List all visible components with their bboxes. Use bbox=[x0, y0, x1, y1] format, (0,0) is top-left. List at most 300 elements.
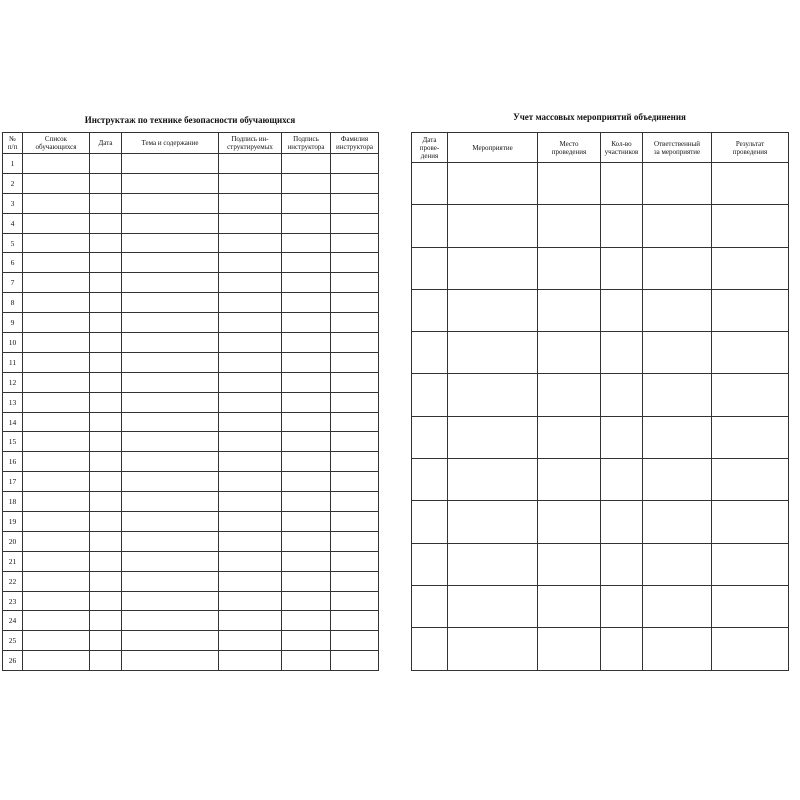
responsible-cell bbox=[643, 374, 712, 416]
topic-cell bbox=[122, 531, 219, 551]
date-cell bbox=[90, 154, 122, 174]
date-cell bbox=[90, 412, 122, 432]
instructor-signature-cell bbox=[282, 432, 331, 452]
instructor-name-cell bbox=[331, 313, 379, 333]
instructor-signature-cell bbox=[282, 611, 331, 631]
topic-cell bbox=[122, 293, 219, 313]
table-row bbox=[3, 193, 379, 213]
venue-cell bbox=[538, 628, 601, 670]
row-number: 24 bbox=[3, 611, 23, 631]
instructor-name-cell bbox=[331, 193, 379, 213]
student-cell bbox=[23, 233, 90, 253]
result-cell bbox=[712, 289, 789, 331]
topic-cell bbox=[122, 273, 219, 293]
trainee-signature-cell bbox=[219, 293, 282, 313]
event-cell bbox=[448, 543, 538, 585]
table-row bbox=[3, 392, 379, 412]
trainee-signature-cell bbox=[219, 571, 282, 591]
row-number: 18 bbox=[3, 492, 23, 512]
row-number: 17 bbox=[3, 472, 23, 492]
topic-cell bbox=[122, 432, 219, 452]
instructor-name-cell bbox=[331, 551, 379, 571]
table-row bbox=[3, 492, 379, 512]
result-cell bbox=[712, 628, 789, 670]
row-number: 9 bbox=[3, 313, 23, 333]
event-date-cell bbox=[412, 289, 448, 331]
table-row bbox=[3, 472, 379, 492]
instructor-signature-cell bbox=[282, 452, 331, 472]
row-number: 20 bbox=[3, 531, 23, 551]
trainee-signature-cell bbox=[219, 452, 282, 472]
instructor-name-cell bbox=[331, 492, 379, 512]
student-cell bbox=[23, 432, 90, 452]
trainee-signature-cell bbox=[219, 392, 282, 412]
result-cell bbox=[712, 501, 789, 543]
topic-cell bbox=[122, 372, 219, 392]
topic-cell bbox=[122, 591, 219, 611]
responsible-cell bbox=[643, 628, 712, 670]
responsible-cell bbox=[643, 163, 712, 205]
row-number: 8 bbox=[3, 293, 23, 313]
table-row bbox=[3, 452, 379, 472]
row-number: 21 bbox=[3, 551, 23, 571]
result-cell bbox=[712, 543, 789, 585]
row-number: 5 bbox=[3, 233, 23, 253]
student-cell bbox=[23, 173, 90, 193]
trainee-signature-cell bbox=[219, 631, 282, 651]
table-row bbox=[412, 543, 789, 585]
trainee-signature-cell bbox=[219, 492, 282, 512]
row-number: 15 bbox=[3, 432, 23, 452]
row-number: 6 bbox=[3, 253, 23, 273]
row-number: 19 bbox=[3, 512, 23, 532]
event-date-cell bbox=[412, 585, 448, 627]
event-date-cell bbox=[412, 332, 448, 374]
date-cell bbox=[90, 253, 122, 273]
student-cell bbox=[23, 651, 90, 671]
instructor-signature-cell bbox=[282, 352, 331, 372]
instructor-signature-cell bbox=[282, 193, 331, 213]
table-row bbox=[412, 247, 789, 289]
row-number: 22 bbox=[3, 571, 23, 591]
table-header-row bbox=[3, 133, 379, 154]
instructor-signature-cell bbox=[282, 551, 331, 571]
date-cell bbox=[90, 372, 122, 392]
topic-cell bbox=[122, 551, 219, 571]
date-cell bbox=[90, 611, 122, 631]
row-number: 2 bbox=[3, 173, 23, 193]
topic-cell bbox=[122, 492, 219, 512]
venue-cell bbox=[538, 247, 601, 289]
column-header-event: Мероприятие bbox=[448, 133, 538, 163]
column-header-students: Список обучающихся bbox=[23, 133, 90, 154]
column-header-participants: Кол-во участников bbox=[601, 133, 643, 163]
row-number: 3 bbox=[3, 193, 23, 213]
participants-cell bbox=[601, 585, 643, 627]
instructor-signature-cell bbox=[282, 213, 331, 233]
result-cell bbox=[712, 247, 789, 289]
topic-cell bbox=[122, 313, 219, 333]
date-cell bbox=[90, 333, 122, 353]
event-cell bbox=[448, 501, 538, 543]
student-cell bbox=[23, 631, 90, 651]
instructor-name-cell bbox=[331, 591, 379, 611]
instructor-signature-cell bbox=[282, 512, 331, 532]
responsible-cell bbox=[643, 332, 712, 374]
instructor-signature-cell bbox=[282, 492, 331, 512]
instructor-signature-cell bbox=[282, 571, 331, 591]
row-number: 13 bbox=[3, 392, 23, 412]
row-number: 23 bbox=[3, 591, 23, 611]
column-header-instructor-signature: Подпись инструктора bbox=[282, 133, 331, 154]
trainee-signature-cell bbox=[219, 313, 282, 333]
table-row bbox=[3, 313, 379, 333]
trainee-signature-cell bbox=[219, 213, 282, 233]
table-row bbox=[412, 289, 789, 331]
responsible-cell bbox=[643, 205, 712, 247]
column-header-topic: Тема и содержание bbox=[122, 133, 219, 154]
safety-briefing-title: Инструктаж по технике безопасности обучающихся bbox=[84, 115, 296, 125]
table-row bbox=[412, 501, 789, 543]
table-header-row bbox=[412, 133, 789, 163]
trainee-signature-cell bbox=[219, 154, 282, 174]
instructor-name-cell bbox=[331, 512, 379, 532]
event-cell bbox=[448, 374, 538, 416]
date-cell bbox=[90, 193, 122, 213]
event-date-cell bbox=[412, 163, 448, 205]
table-row bbox=[3, 333, 379, 353]
instructor-signature-cell bbox=[282, 154, 331, 174]
participants-cell bbox=[601, 332, 643, 374]
student-cell bbox=[23, 372, 90, 392]
instructor-name-cell bbox=[331, 333, 379, 353]
topic-cell bbox=[122, 213, 219, 233]
student-cell bbox=[23, 352, 90, 372]
trainee-signature-cell bbox=[219, 173, 282, 193]
date-cell bbox=[90, 551, 122, 571]
table-row bbox=[3, 154, 379, 174]
column-header-trainee-signature: Подпись ин- структируемых bbox=[219, 133, 282, 154]
event-cell bbox=[448, 205, 538, 247]
instructor-name-cell bbox=[331, 611, 379, 631]
instructor-name-cell bbox=[331, 293, 379, 313]
participants-cell bbox=[601, 374, 643, 416]
instructor-signature-cell bbox=[282, 631, 331, 651]
date-cell bbox=[90, 352, 122, 372]
instructor-signature-cell bbox=[282, 233, 331, 253]
row-number: 11 bbox=[3, 352, 23, 372]
date-cell bbox=[90, 273, 122, 293]
result-cell bbox=[712, 416, 789, 458]
topic-cell bbox=[122, 472, 219, 492]
instructor-name-cell bbox=[331, 412, 379, 432]
instructor-signature-cell bbox=[282, 273, 331, 293]
table-row bbox=[3, 352, 379, 372]
table-row bbox=[3, 173, 379, 193]
date-cell bbox=[90, 452, 122, 472]
result-cell bbox=[712, 459, 789, 501]
column-header-number: № п/п bbox=[3, 133, 23, 154]
student-cell bbox=[23, 392, 90, 412]
date-cell bbox=[90, 472, 122, 492]
instructor-name-cell bbox=[331, 273, 379, 293]
instructor-signature-cell bbox=[282, 412, 331, 432]
safety-briefing-table bbox=[2, 132, 379, 671]
event-date-cell bbox=[412, 459, 448, 501]
responsible-cell bbox=[643, 543, 712, 585]
instructor-signature-cell bbox=[282, 651, 331, 671]
trainee-signature-cell bbox=[219, 412, 282, 432]
instructor-signature-cell bbox=[282, 591, 331, 611]
row-number: 25 bbox=[3, 631, 23, 651]
student-cell bbox=[23, 492, 90, 512]
table-row bbox=[3, 631, 379, 651]
instructor-name-cell bbox=[331, 571, 379, 591]
event-cell bbox=[448, 163, 538, 205]
student-cell bbox=[23, 333, 90, 353]
event-cell bbox=[448, 332, 538, 374]
topic-cell bbox=[122, 233, 219, 253]
column-header-result: Результат проведения bbox=[712, 133, 789, 163]
student-cell bbox=[23, 293, 90, 313]
trainee-signature-cell bbox=[219, 512, 282, 532]
event-cell bbox=[448, 289, 538, 331]
student-cell bbox=[23, 531, 90, 551]
topic-cell bbox=[122, 333, 219, 353]
row-number: 26 bbox=[3, 651, 23, 671]
student-cell bbox=[23, 193, 90, 213]
date-cell bbox=[90, 571, 122, 591]
trainee-signature-cell bbox=[219, 551, 282, 571]
student-cell bbox=[23, 154, 90, 174]
date-cell bbox=[90, 233, 122, 253]
mass-events-title: Учет массовых мероприятий объединения bbox=[513, 112, 686, 122]
event-cell bbox=[448, 628, 538, 670]
column-header-responsible: Ответственный за мероприятие bbox=[643, 133, 712, 163]
venue-cell bbox=[538, 501, 601, 543]
student-cell bbox=[23, 452, 90, 472]
column-header-venue: Место проведения bbox=[538, 133, 601, 163]
event-date-cell bbox=[412, 501, 448, 543]
topic-cell bbox=[122, 154, 219, 174]
participants-cell bbox=[601, 416, 643, 458]
event-date-cell bbox=[412, 416, 448, 458]
table-row bbox=[3, 551, 379, 571]
venue-cell bbox=[538, 205, 601, 247]
row-number: 16 bbox=[3, 452, 23, 472]
date-cell bbox=[90, 631, 122, 651]
venue-cell bbox=[538, 543, 601, 585]
instructor-signature-cell bbox=[282, 173, 331, 193]
result-cell bbox=[712, 163, 789, 205]
table-row bbox=[3, 531, 379, 551]
row-number: 1 bbox=[3, 154, 23, 174]
venue-cell bbox=[538, 163, 601, 205]
topic-cell bbox=[122, 193, 219, 213]
instructor-name-cell bbox=[331, 372, 379, 392]
instructor-signature-cell bbox=[282, 392, 331, 412]
table-row bbox=[412, 163, 789, 205]
table-row bbox=[3, 213, 379, 233]
topic-cell bbox=[122, 631, 219, 651]
trainee-signature-cell bbox=[219, 233, 282, 253]
instructor-name-cell bbox=[331, 154, 379, 174]
instructor-name-cell bbox=[331, 531, 379, 551]
topic-cell bbox=[122, 253, 219, 273]
table-row bbox=[3, 571, 379, 591]
instructor-name-cell bbox=[331, 631, 379, 651]
table-row bbox=[412, 459, 789, 501]
participants-cell bbox=[601, 628, 643, 670]
date-cell bbox=[90, 651, 122, 671]
responsible-cell bbox=[643, 585, 712, 627]
table-row bbox=[3, 611, 379, 631]
trainee-signature-cell bbox=[219, 651, 282, 671]
student-cell bbox=[23, 551, 90, 571]
table-row bbox=[412, 628, 789, 670]
responsible-cell bbox=[643, 459, 712, 501]
instructor-name-cell bbox=[331, 233, 379, 253]
trainee-signature-cell bbox=[219, 193, 282, 213]
instructor-signature-cell bbox=[282, 472, 331, 492]
column-header-date: Дата bbox=[90, 133, 122, 154]
trainee-signature-cell bbox=[219, 273, 282, 293]
result-cell bbox=[712, 585, 789, 627]
trainee-signature-cell bbox=[219, 352, 282, 372]
trainee-signature-cell bbox=[219, 372, 282, 392]
responsible-cell bbox=[643, 416, 712, 458]
column-header-instructor-name: Фамилия инструктора bbox=[331, 133, 379, 154]
topic-cell bbox=[122, 571, 219, 591]
date-cell bbox=[90, 313, 122, 333]
student-cell bbox=[23, 412, 90, 432]
instructor-signature-cell bbox=[282, 293, 331, 313]
instructor-name-cell bbox=[331, 432, 379, 452]
table-row bbox=[3, 591, 379, 611]
trainee-signature-cell bbox=[219, 611, 282, 631]
row-number: 12 bbox=[3, 372, 23, 392]
date-cell bbox=[90, 512, 122, 532]
date-cell bbox=[90, 392, 122, 412]
event-date-cell bbox=[412, 374, 448, 416]
instructor-name-cell bbox=[331, 452, 379, 472]
trainee-signature-cell bbox=[219, 333, 282, 353]
student-cell bbox=[23, 253, 90, 273]
instructor-name-cell bbox=[331, 173, 379, 193]
venue-cell bbox=[538, 416, 601, 458]
table-row bbox=[3, 512, 379, 532]
topic-cell bbox=[122, 392, 219, 412]
venue-cell bbox=[538, 289, 601, 331]
table-row bbox=[412, 332, 789, 374]
date-cell bbox=[90, 531, 122, 551]
table-row bbox=[3, 293, 379, 313]
date-cell bbox=[90, 173, 122, 193]
participants-cell bbox=[601, 543, 643, 585]
responsible-cell bbox=[643, 289, 712, 331]
participants-cell bbox=[601, 459, 643, 501]
student-cell bbox=[23, 591, 90, 611]
venue-cell bbox=[538, 459, 601, 501]
topic-cell bbox=[122, 651, 219, 671]
date-cell bbox=[90, 432, 122, 452]
table-row bbox=[3, 372, 379, 392]
date-cell bbox=[90, 293, 122, 313]
venue-cell bbox=[538, 332, 601, 374]
topic-cell bbox=[122, 412, 219, 432]
row-number: 10 bbox=[3, 333, 23, 353]
event-cell bbox=[448, 459, 538, 501]
responsible-cell bbox=[643, 501, 712, 543]
instructor-name-cell bbox=[331, 392, 379, 412]
venue-cell bbox=[538, 374, 601, 416]
trainee-signature-cell bbox=[219, 432, 282, 452]
topic-cell bbox=[122, 512, 219, 532]
instructor-signature-cell bbox=[282, 313, 331, 333]
result-cell bbox=[712, 374, 789, 416]
table-row bbox=[412, 416, 789, 458]
event-date-cell bbox=[412, 247, 448, 289]
student-cell bbox=[23, 313, 90, 333]
event-date-cell bbox=[412, 543, 448, 585]
trainee-signature-cell bbox=[219, 531, 282, 551]
result-cell bbox=[712, 205, 789, 247]
participants-cell bbox=[601, 501, 643, 543]
event-cell bbox=[448, 416, 538, 458]
row-number: 14 bbox=[3, 412, 23, 432]
row-number: 7 bbox=[3, 273, 23, 293]
student-cell bbox=[23, 611, 90, 631]
table-row bbox=[412, 205, 789, 247]
column-header-event-date: Дата прове- дения bbox=[412, 133, 448, 163]
trainee-signature-cell bbox=[219, 253, 282, 273]
student-cell bbox=[23, 273, 90, 293]
trainee-signature-cell bbox=[219, 472, 282, 492]
date-cell bbox=[90, 591, 122, 611]
table-row bbox=[412, 374, 789, 416]
table-row bbox=[3, 432, 379, 452]
result-cell bbox=[712, 332, 789, 374]
participants-cell bbox=[601, 163, 643, 205]
topic-cell bbox=[122, 611, 219, 631]
instructor-signature-cell bbox=[282, 333, 331, 353]
responsible-cell bbox=[643, 247, 712, 289]
instructor-signature-cell bbox=[282, 372, 331, 392]
topic-cell bbox=[122, 173, 219, 193]
venue-cell bbox=[538, 585, 601, 627]
mass-events-table bbox=[411, 132, 789, 671]
topic-cell bbox=[122, 452, 219, 472]
instructor-signature-cell bbox=[282, 253, 331, 273]
student-cell bbox=[23, 472, 90, 492]
event-date-cell bbox=[412, 205, 448, 247]
event-cell bbox=[448, 585, 538, 627]
table-row bbox=[3, 273, 379, 293]
trainee-signature-cell bbox=[219, 591, 282, 611]
participants-cell bbox=[601, 205, 643, 247]
event-cell bbox=[448, 247, 538, 289]
row-number: 4 bbox=[3, 213, 23, 233]
instructor-name-cell bbox=[331, 352, 379, 372]
table-row bbox=[412, 585, 789, 627]
participants-cell bbox=[601, 247, 643, 289]
instructor-name-cell bbox=[331, 472, 379, 492]
participants-cell bbox=[601, 289, 643, 331]
event-date-cell bbox=[412, 628, 448, 670]
instructor-name-cell bbox=[331, 213, 379, 233]
instructor-name-cell bbox=[331, 253, 379, 273]
table-row bbox=[3, 233, 379, 253]
